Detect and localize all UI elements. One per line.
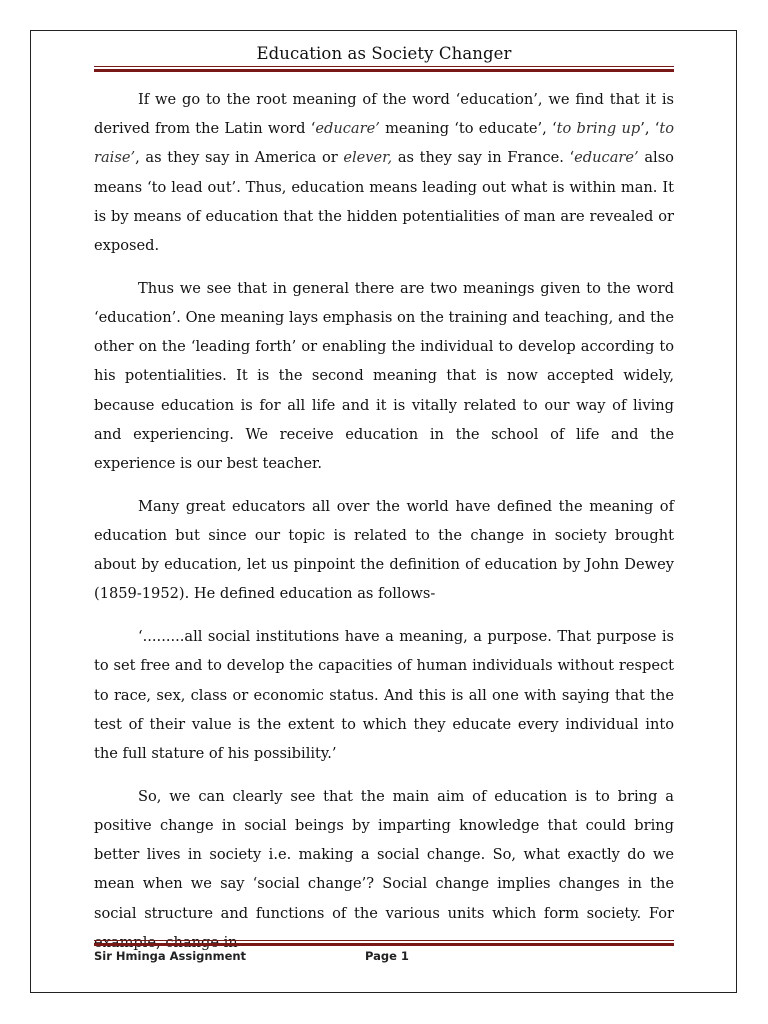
- paragraph: [94, 274, 674, 478]
- footer-page-number: Page 1: [365, 949, 409, 963]
- paragraph: [94, 492, 674, 609]
- italic-text: educare’: [315, 120, 380, 138]
- document-title: Education as Society Changer: [256, 44, 512, 63]
- paragraph-text: Thus we see that in general there are two meanings given to the word ‘education’. One meaning lays emphasis on the training and teaching, and the other on the ‘leading forth’ or enabling the individual to develop according to his potentialities. It is the second meaning that is now accepted widely, because education is for all life and it is vitally related to our way of living and experiencing. We receive education in the school of life and the experience is our best teacher.: [94, 279, 674, 473]
- footer-rule-thin: [94, 940, 674, 941]
- paragraph: [94, 622, 674, 768]
- paragraph-text: as they say in France. ‘: [392, 149, 575, 167]
- italic-text: to bring up: [556, 120, 641, 138]
- paragraph: [94, 85, 674, 260]
- document-body: [94, 85, 674, 971]
- footer-author: Sir Hminga Assignment: [94, 949, 247, 963]
- paragraph-text: ’, ‘: [640, 120, 660, 138]
- italic-text: elever,: [343, 149, 393, 167]
- paragraph-text: Many great educators all over the world have defined the meaning of education but since our topic is related to the change in society brought about by education, let us pinpoint the definition of education by John Dewey (1859-1952). He defined education as follows-: [94, 497, 674, 603]
- paragraph-text: If we go to the root meaning of the word ‘education’, we find that it is derived from the Latin word ‘: [94, 91, 674, 138]
- footer-rule-thick: [94, 943, 674, 946]
- italic-text: educare’: [574, 149, 639, 167]
- paragraph-text: ‘.........all social institutions have a meaning, a purpose. That purpose is to set free and to develop the capacities of human individuals without respect to race, sex, class or economic status. And this is all one with saying that the test of their value is the extent to which they educate every individual into the full stature of his possibility.’: [94, 628, 674, 763]
- paragraph-text: also means ‘to lead out’. Thus, education means leading out what is within man. It is by means of education that the hidden potentialities of man are revealed or exposed.: [94, 149, 674, 255]
- italic-text: to raise’: [94, 120, 674, 167]
- paragraph-text: meaning ‘to educate’, ‘: [379, 120, 557, 138]
- header-rule-thick: [94, 69, 674, 72]
- paragraph-text: So, we can clearly see that the main aim of education is to bring a positive change in social beings by imparting knowledge that could bring better lives in society i.e. making a social change. So, what exactly do we mean when we say ‘social change’? Social change implies changes in the social structure and functions of the various units which form society. For: [94, 787, 674, 922]
- header-rule-thin: [94, 66, 674, 67]
- paragraph-text: , as they say in America or: [135, 149, 344, 167]
- paragraph: [94, 782, 674, 957]
